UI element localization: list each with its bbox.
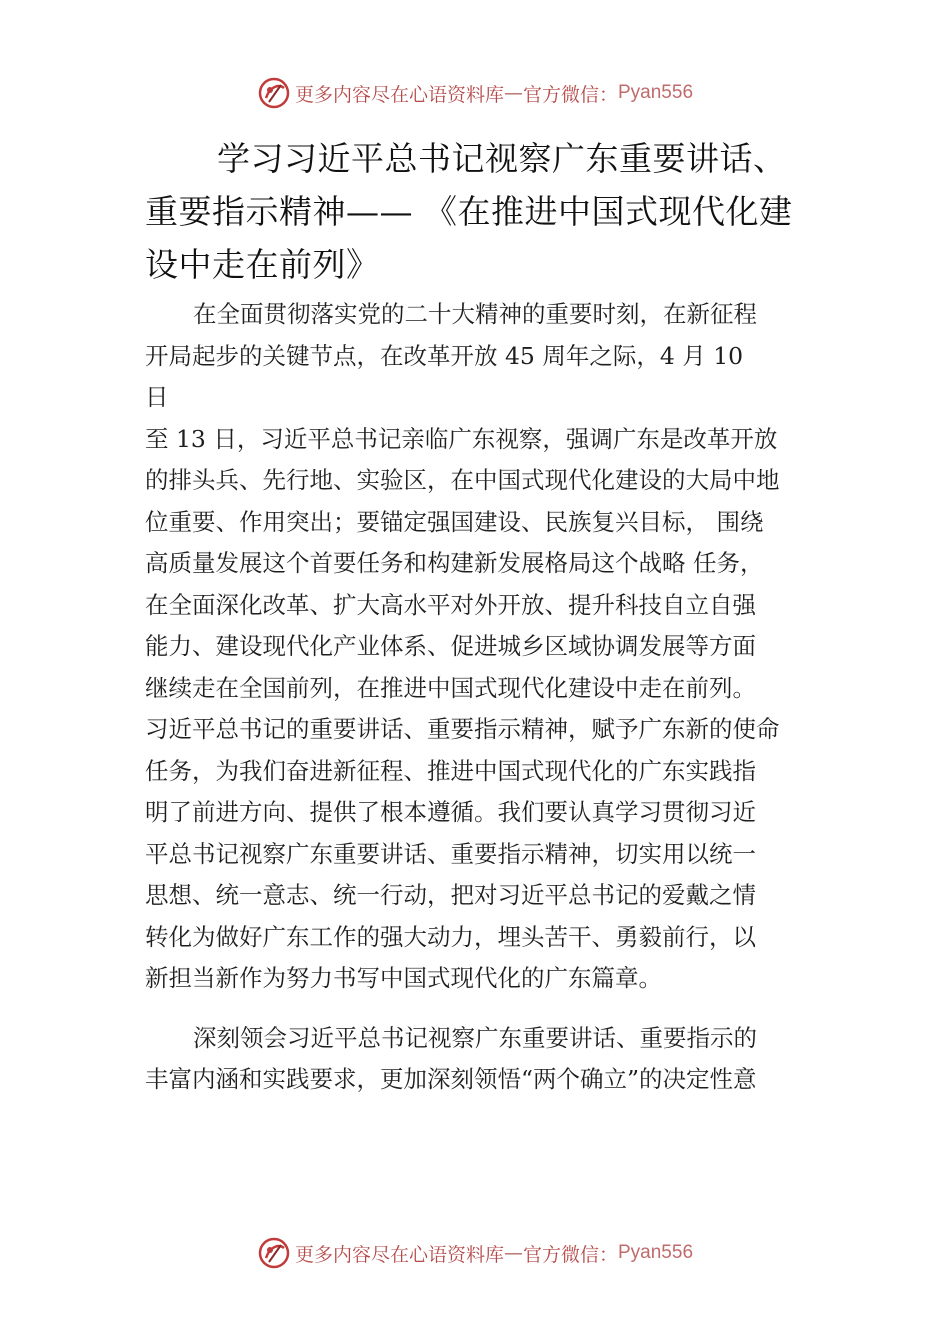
watermark-suffix: 官方微信： xyxy=(522,1243,618,1266)
title-line-1: 学习习近平总书记视察广东重要讲话、 xyxy=(217,139,787,178)
body-line: 高质量发展这个首要任务和构建新发展格局这个战略 任务， xyxy=(145,549,764,577)
title-line-2: 重要指示精神—— 《在推进中国式现代化建 xyxy=(145,192,793,231)
watermark-suffix: 官方微信： xyxy=(522,83,618,106)
body-line: 在全面贯彻落实党的二十大精神的重要时刻，在新征程 xyxy=(193,300,757,328)
body-line: 思想、统一意志、统一行动，把对习近平总书记的爱戴之情 xyxy=(145,881,756,909)
header-watermark xyxy=(0,76,950,110)
document-body xyxy=(145,294,825,1101)
body-line: 的排头兵、先行地、实验区，在中国式现代化建设的大局中地 xyxy=(145,466,780,494)
body-line: 继续走在全国前列，在推进中国式现代化建设中走在前列。 xyxy=(145,673,756,702)
body-line: 至 13 日，习近平总书记亲临广东视察，强调广东是改革开放 xyxy=(145,424,778,453)
body-line: 习近平总书记的重要讲话、重要指示精神，赋予广东新的使命 xyxy=(145,715,780,743)
watermark-dash: — xyxy=(503,1242,523,1264)
body-line: 新担当新作为努力书写中国式现代化的广东篇章。 xyxy=(145,964,662,992)
title-line-3: 设中走在前列》 xyxy=(145,245,380,284)
body-line: 任务，为我们奋进新征程、推进中国式现代化的广东实践指 xyxy=(145,756,756,785)
watermark-wechat-id: Pyan556 xyxy=(618,82,694,103)
watermark-main-text: 更多内容尽在心语资料库 xyxy=(294,83,504,106)
body-line: 丰富内涵和实践要求，更加深刻领悟“两个确立”的决定性意 xyxy=(145,1065,757,1093)
footer-watermark xyxy=(0,1236,950,1270)
body-line: 位重要、作用突出；要锚定强国建设、民族复兴目标， 围绕 xyxy=(145,507,764,536)
brand-logo-icon xyxy=(257,76,291,110)
body-line: 开局起步的关键节点，在改革开放 45 周年之际，4 月 10 xyxy=(145,341,744,370)
paragraph-gap xyxy=(145,1000,825,1018)
body-line: 明了前进方向、提供了根本遵循。我们要认真学习贯彻习近 xyxy=(145,798,756,826)
body-line: 深刻领会习近平总书记视察广东重要讲话、重要指示的 xyxy=(193,1023,757,1052)
body-line: 在全面深化改革、扩大高水平对外开放、提升科技自立自强 xyxy=(145,590,756,619)
watermark-dash: — xyxy=(503,82,523,104)
watermark-wechat-id: Pyan556 xyxy=(618,1242,694,1263)
body-line: 能力、建设现代化产业体系、促进城乡区域协调发展等方面 xyxy=(145,632,756,660)
brand-logo-icon xyxy=(257,1236,291,1270)
watermark-main-text: 更多内容尽在心语资料库 xyxy=(294,1243,504,1266)
body-line: 日 xyxy=(145,383,169,411)
body-line: 平总书记视察广东重要讲话、重要指示精神，切实用以统一 xyxy=(145,839,756,868)
body-line: 转化为做好广东工作的强大动力，埋头苦干、勇毅前行，以 xyxy=(145,922,756,951)
document-title xyxy=(145,132,845,291)
